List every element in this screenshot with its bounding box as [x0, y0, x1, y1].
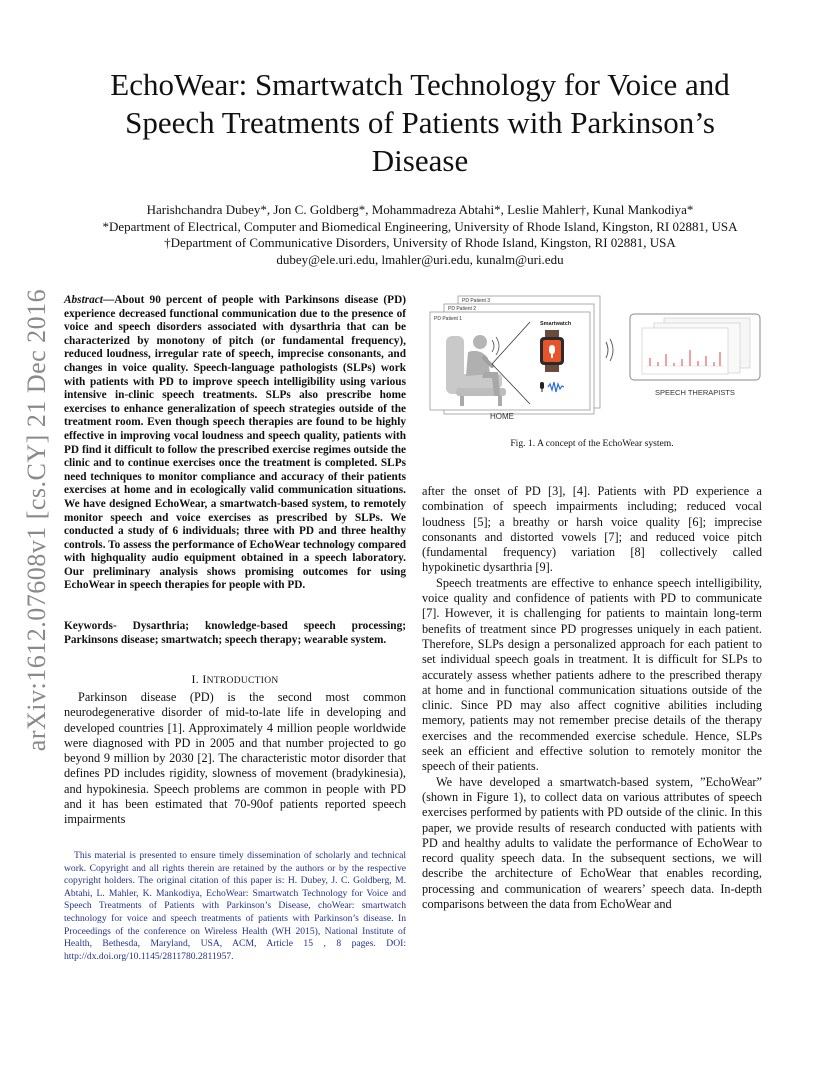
title-line: Speech Treatments of Patients with Parkinson’s	[125, 105, 715, 140]
copyright-footnote: This material is presented to ensure timely dissemination of scholarly and technical work. Copyright and all rights therein are retained by the authors or by the respective copyright holders. The original citation of this paper is: H. Dubey, J. C. Goldberg, M. Abtahi, L. Mahler, K. Mankodiya, EchoWear: Smartwatch Technology for Voice and Speech Treatments of Patients with Parkinson’s Disease, choWear: smartwatch technology for voice and speech treatments of patients with Parkinson’s disease. In Proceedings of the conference on Wireless Health (WH 2015), National Institute of Health, Bethesda, Maryland, USA, ACM, Article 15 , 8 pages. DOI: http://dx.doi.org/10.1145/2811780.2811957.	[64, 850, 406, 962]
abstract-lead: Abstract	[64, 294, 103, 306]
patient-label: PD Patient 2	[448, 306, 477, 312]
patient-label: PD Patient 1	[434, 316, 463, 322]
wireless-signal-icon	[606, 339, 613, 361]
affiliation-2: †Department of Communicative Disorders, University of Rhode Island, Kingston, RI 02881, USA	[164, 235, 676, 250]
keywords: Keywords- Dysarthria; knowledge-based speech processing; Parkinsons disease; smartwatch; speech therapy; wearable system.	[64, 620, 406, 646]
body-paragraph: Speech treatments are effective to enhance speech intelligibility, voice quality and confidence of patients with PD to communicate [7]. However, it is challenging for patients to maintain long-term benefits of treatment since PD progresses uniquely in each patient. Therefore, SLPs design a personalized approach for each patient to set individual speech goals in treatment. It is difficult for SLPs to accurately assess whether patients adhere to the prescribed therapy at home and in functional communication situations outside of the clinic. Since PD may also affect cognitive abilities including memory, patients may not remember precise details of the therapy exercises and the recommended exercise schedule. Hence, SLPs seek an efficient and effective solution to remotely monitor the speech of their patients.	[422, 575, 762, 774]
title-line: Disease	[371, 143, 469, 178]
therapists-label: SPEECH THERAPISTS	[655, 388, 735, 397]
smartwatch-label: Smartwatch	[540, 321, 572, 327]
intro-body	[64, 690, 406, 828]
arxiv-stamp	[22, 282, 52, 758]
body-paragraph: after the onset of PD [3], [4]. Patients with PD experience a combination of speech impairments including; reduced vocal loudness [5]; a breathy or harsh voice quality [6]; imprecise consonants and distorted vowels [7]; and reduced voice pitch (fundamental frequency) variation [8] collectively called hypokinetic dysarthria [9].	[422, 484, 762, 575]
author-emails: dubey@ele.uri.edu, lmahler@uri.edu, kunalm@uri.edu	[276, 251, 564, 267]
figure-echowear-concept	[428, 292, 764, 424]
abstract	[64, 294, 406, 593]
home-label: HOME	[490, 412, 514, 421]
section-number: I.	[191, 672, 200, 686]
patient-label: PD Patient 3	[462, 298, 491, 304]
affiliation-1: *Department of Electrical, Computer and Biomedical Engineering, University of Rhode Island, Kingston, RI 02881, USA	[102, 218, 738, 234]
figure-caption: Fig. 1. A concept of the EchoWear system.	[510, 438, 674, 449]
section-first-letter: I	[202, 672, 207, 686]
section-title-rest: NTRODUCTION	[206, 676, 279, 686]
intro-paragraph: Parkinson disease (PD) is the second most common neurodegenerative disorder of mid-to-late life in developing and developed countries [1]. Approximately 4 million people worldwide were diagnosed with PD in 2005 and that number projected to go beyond 9 million by 2030 [2]. The characteristic motor disorder that defines PD includes rigidity, slowness of movement (bradykinesia), and hypokinesia. Speech problems are common in people with PD and it has been estimated that 70-90of patients reported speech impairments	[64, 690, 406, 827]
title-line: EchoWear: Smartwatch Technology for Voice and	[110, 67, 730, 102]
author-block	[60, 202, 780, 268]
body-paragraph: We have developed a smartwatch-based system, ”EchoWear” (shown in Figure 1), to collect data on various attributes of speech exercises performed by patients with PD outside of the clinic. In this paper, we provide results of research conducted with patients with PD and healthy adults to validate the performance of EchoWear to record quality speech data. In the subsequent sections, we will describe the architecture of EchoWear that enables recording, processing and communication of wearers’ speech data. In-depth comparisons between the data from EchoWear and	[422, 774, 762, 912]
author-list: Harishchandra Dubey*, Jon C. Goldberg*, Mohammadreza Abtahi*, Leslie Mahler†, Kunal Mankodiya*	[146, 202, 694, 217]
abstract-text: —About 90 percent of people with Parkinsons disease (PD) experience decreased functional communication due to the presence of voice and speech disorders associated with dysarthria that can be characterized by monotony of pitch (or fundamental frequency), reduced loudness, irregular rate of speech, imprecise consonants, and changes in voice quality. Speech-language pathologists (SLPs) work with patients with PD to improve speech intelligibility using various intensive in-clinic speech treatments. SLPs also prescribe home exercises to enhance generalization of speech strategies outside of the treatment room. Even though speech therapies are found to be highly effective in improving vocal loudness and speech quality, patients with PD find it difficult to follow the prescribed exercise regimes outside the clinic and to continue exercises once the treatment is completed. SLPs need techniques to monitor compliance and accuracy of their patients exercises at home and in ecologically valid communication situations. We have designed EchoWear, a smartwatch-based system, to remotely monitor speech and voice exercises as prescribed by SLPs. We conducted a study of 6 individuals; three with PD and three healthy controls. To assess the performance of EchoWear technology compared with highquality audio equipment obtained in a speech laboratory. Our preliminary analysis shows promising outcomes for using EchoWear in speech therapies for people with PD.	[64, 294, 406, 592]
section-heading	[64, 672, 406, 687]
paper-title	[70, 66, 770, 180]
right-column-body	[422, 484, 762, 912]
speech-chart-screens	[642, 318, 750, 374]
arxiv-id: arXiv:1612.07608v1 [cs.CY] 21 Dec 2016	[22, 288, 51, 752]
